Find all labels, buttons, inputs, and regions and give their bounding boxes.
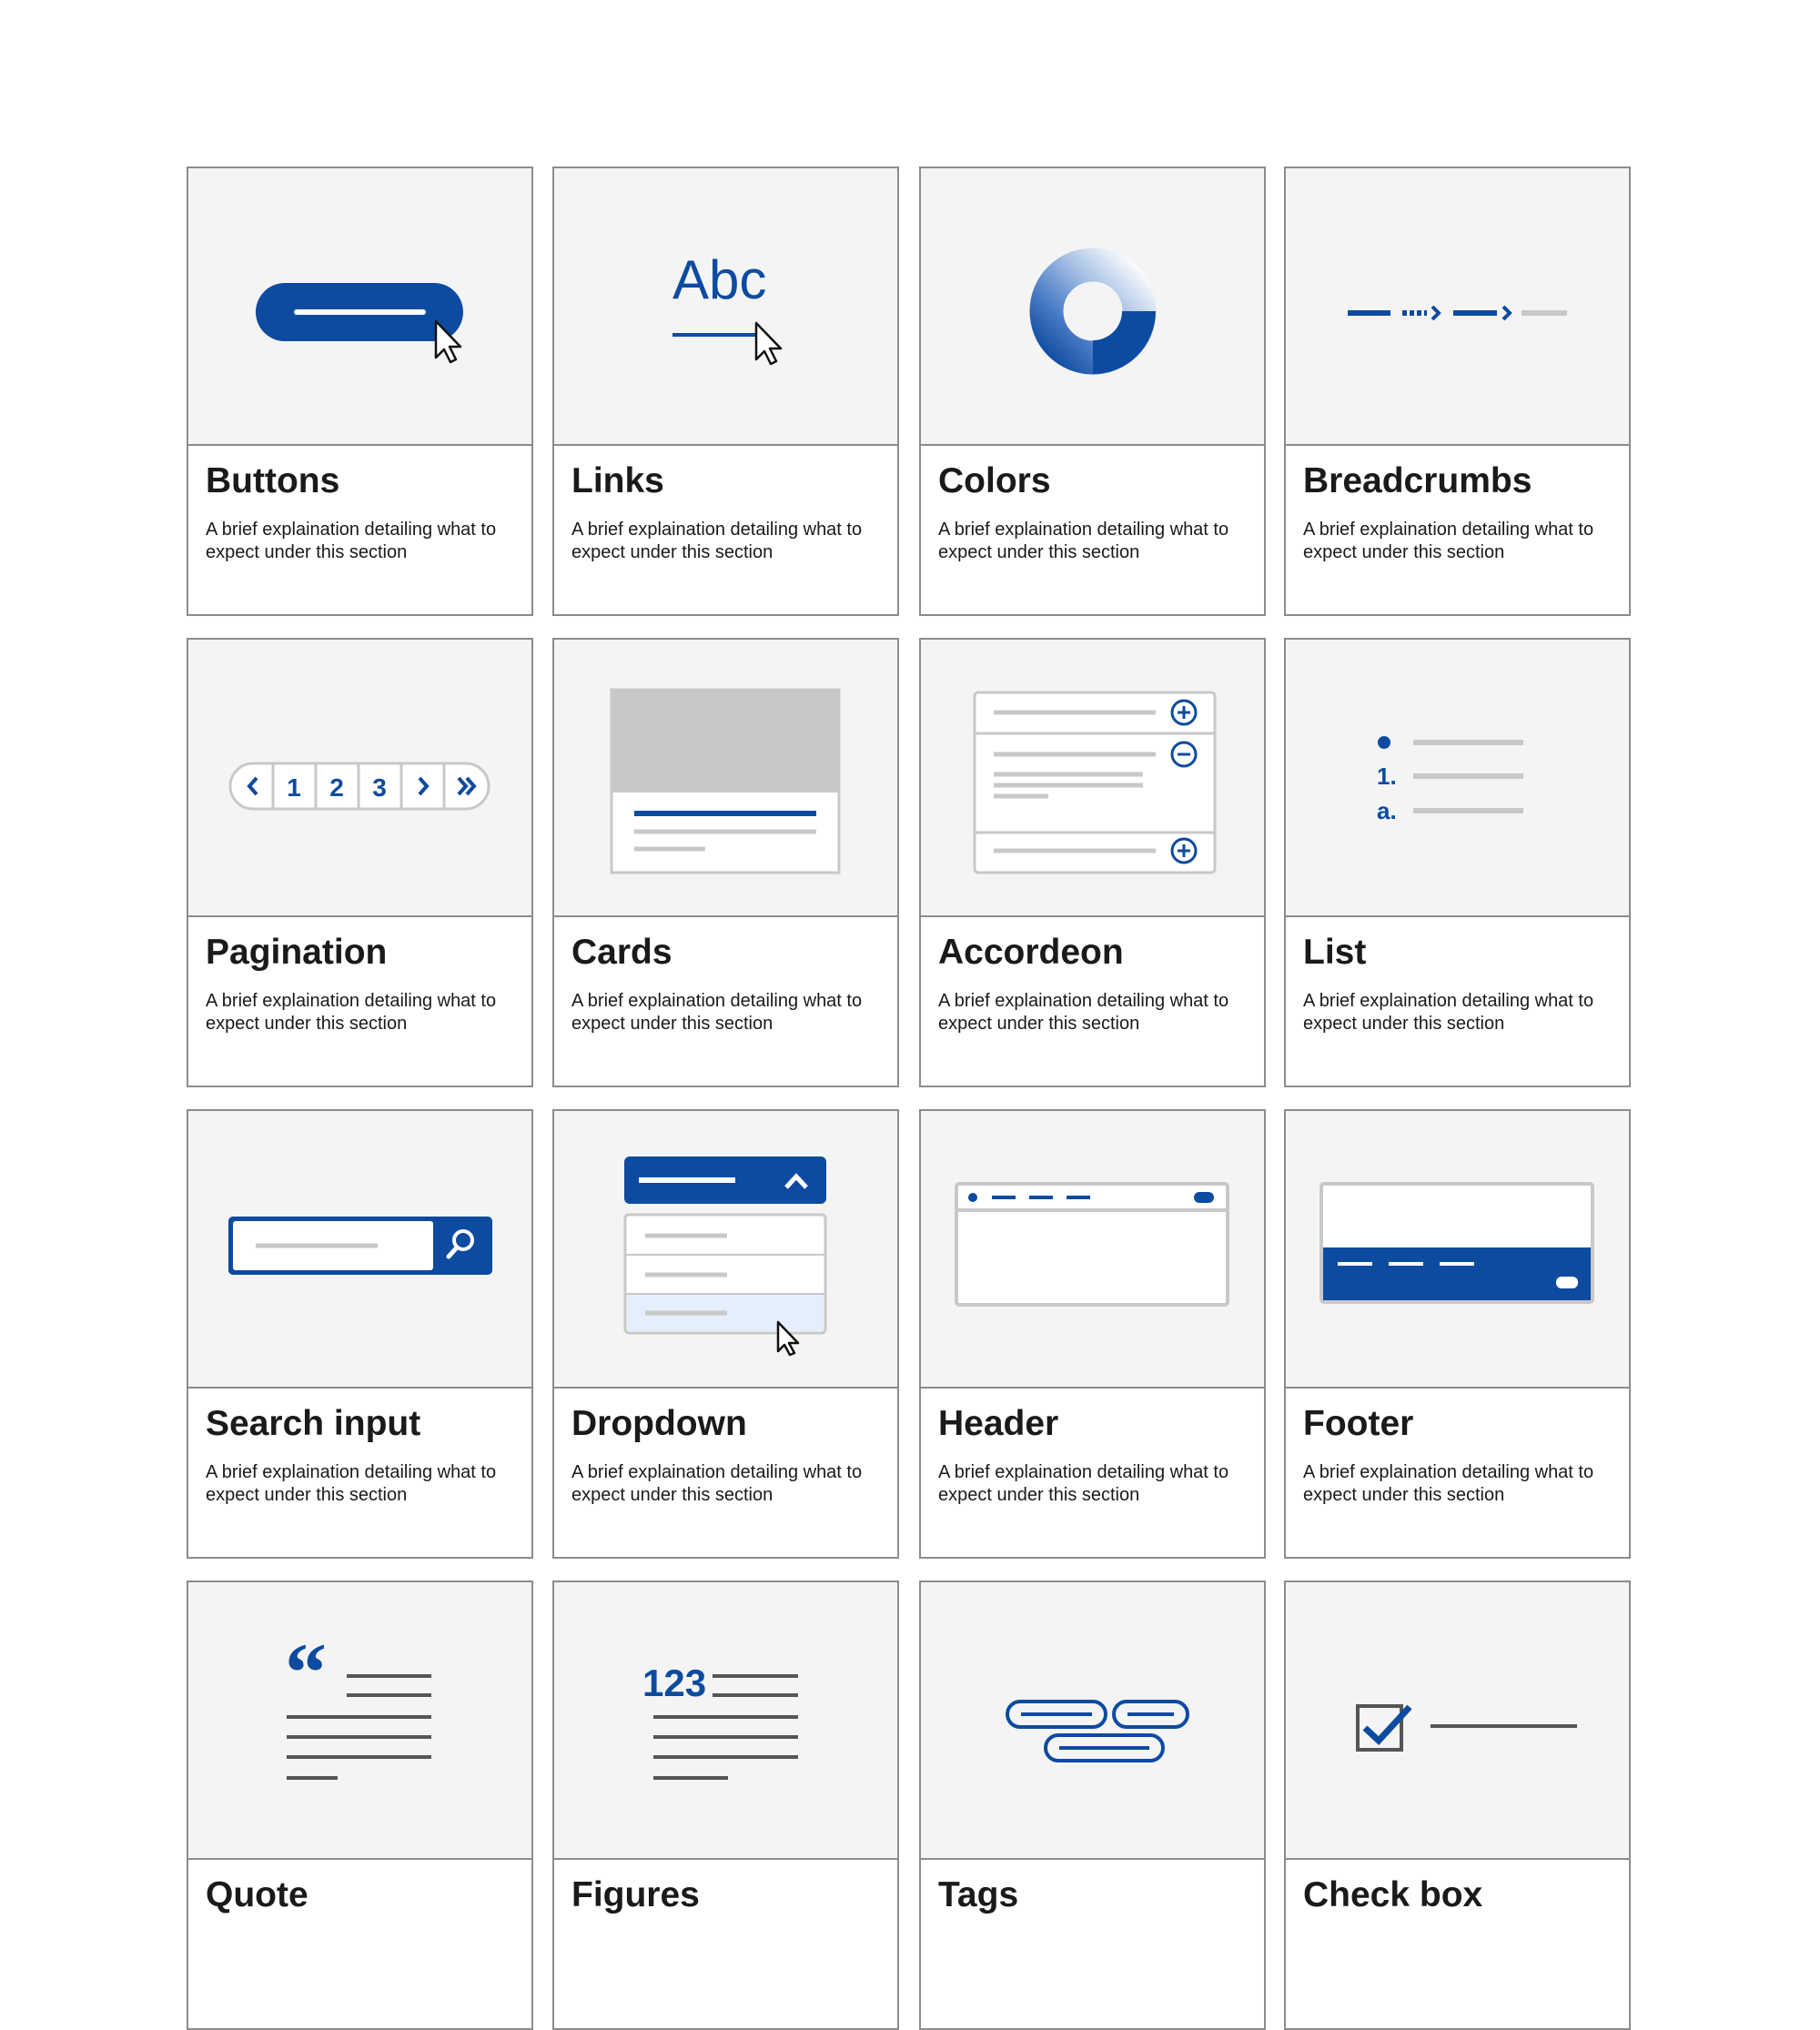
figures-icon (554, 1582, 897, 1858)
header-icon (921, 1111, 1264, 1387)
card-title: Header (938, 1404, 1059, 1443)
list-marker-number: 1. (1377, 763, 1397, 790)
card-icon (554, 640, 897, 915)
card-colors[interactable] (919, 167, 1266, 616)
card-list[interactable] (1284, 638, 1631, 1087)
card-thumbnail (554, 1111, 897, 1389)
card-description: A brief explaination detailing what to expect under this section (1303, 991, 1594, 1034)
card-thumbnail (1286, 1582, 1629, 1860)
card-thumbnail (554, 1582, 897, 1860)
card-title: Links (571, 461, 664, 500)
card-title: List (1303, 933, 1367, 972)
accordion-icon (921, 640, 1264, 915)
card-thumbnail (554, 640, 897, 917)
card-pagination[interactable] (187, 638, 533, 1087)
pagination-icon (188, 640, 531, 915)
card-thumbnail (1286, 168, 1629, 446)
card-thumbnail (921, 1111, 1264, 1389)
card-quote[interactable] (187, 1581, 533, 2030)
card-title: Breadcrumbs (1303, 461, 1532, 500)
card-thumbnail (1286, 1111, 1629, 1389)
breadcrumb-icon (1286, 168, 1629, 444)
list-marker-letter: a. (1377, 797, 1397, 824)
card-description: A brief explaination detailing what to expect under this section (938, 1462, 1229, 1505)
card-description: A brief explaination detailing what to expect under this section (206, 991, 497, 1034)
card-accordeon[interactable] (919, 638, 1266, 1087)
card-cards[interactable] (552, 638, 899, 1087)
card-title: Dropdown (571, 1404, 747, 1443)
card-dropdown[interactable] (552, 1109, 899, 1559)
footer-icon (1286, 1111, 1629, 1387)
link-icon (554, 168, 897, 444)
card-title: Search input (206, 1404, 421, 1443)
list-icon (1286, 640, 1629, 915)
button-icon (188, 168, 531, 444)
card-thumbnail (921, 640, 1264, 917)
card-thumbnail (188, 168, 531, 446)
card-title: Tags (938, 1875, 1019, 1914)
card-links[interactable] (552, 167, 899, 616)
card-title: Colors (938, 461, 1051, 500)
card-title: Pagination (206, 933, 388, 972)
card-title: Buttons (206, 461, 340, 500)
card-thumbnail (921, 168, 1264, 446)
card-description: A brief explaination detailing what to expect under this section (1303, 1462, 1594, 1505)
card-description: A brief explaination detailing what to expect under this section (938, 520, 1229, 562)
card-thumbnail (921, 1582, 1264, 1860)
card-title: Cards (571, 933, 672, 972)
svg-text:“: “ (285, 1626, 327, 1719)
tags-icon (921, 1582, 1264, 1858)
card-breadcrumbs[interactable] (1284, 167, 1631, 616)
card-description: A brief explaination detailing what to expect under this section (206, 520, 497, 562)
dropdown-icon (554, 1111, 897, 1387)
card-buttons[interactable] (187, 167, 533, 616)
search-input-icon (188, 1111, 531, 1387)
figures-sample-text: 123 (642, 1661, 707, 1704)
card-thumbnail (188, 640, 531, 917)
card-check-box[interactable] (1284, 1581, 1631, 2030)
card-header[interactable] (919, 1109, 1266, 1559)
card-description: A brief explaination detailing what to expect under this section (1303, 520, 1594, 562)
card-title: Quote (206, 1875, 308, 1914)
card-description: A brief explaination detailing what to expect under this section (206, 1462, 497, 1505)
card-footer[interactable] (1284, 1109, 1631, 1559)
card-description: A brief explaination detailing what to expect under this section (571, 991, 863, 1034)
card-description: A brief explaination detailing what to expect under this section (571, 1462, 863, 1505)
card-figures[interactable] (552, 1581, 899, 2030)
card-description: A brief explaination detailing what to expect under this section (938, 991, 1229, 1034)
card-thumbnail (1286, 640, 1629, 917)
link-sample-text: Abc (672, 249, 767, 310)
page-2: 2 (329, 773, 344, 802)
card-title: Check box (1303, 1875, 1483, 1914)
card-title: Figures (571, 1875, 700, 1914)
page-1: 1 (287, 773, 301, 802)
card-title: Accordeon (938, 933, 1124, 972)
color-ring-icon (921, 168, 1264, 444)
card-search-input[interactable] (187, 1109, 533, 1559)
card-thumbnail (188, 1582, 531, 1860)
quote-icon (188, 1582, 531, 1858)
card-thumbnail (554, 168, 897, 446)
card-description: A brief explaination detailing what to expect under this section (571, 520, 863, 562)
checkbox-icon (1286, 1582, 1629, 1858)
card-tags[interactable] (919, 1581, 1266, 2030)
page-3: 3 (372, 773, 387, 802)
card-thumbnail (188, 1111, 531, 1389)
card-title: Footer (1303, 1404, 1414, 1443)
